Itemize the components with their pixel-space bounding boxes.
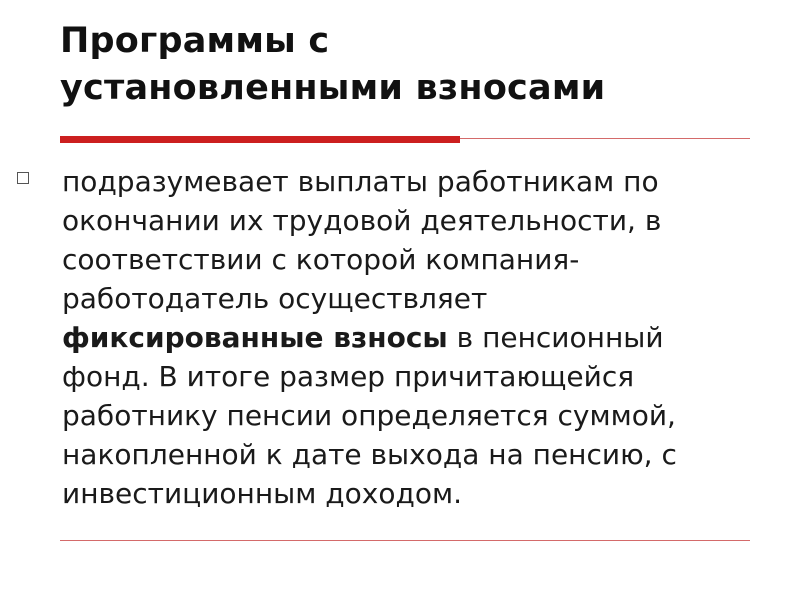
slide-title-line-2: установленными взносами — [60, 68, 606, 108]
title-underline-accent — [60, 136, 460, 143]
slide-title — [60, 18, 760, 112]
bullet-text-bold: фиксированные взносы — [62, 321, 448, 354]
square-bullet-icon — [17, 172, 29, 184]
bullet-text — [62, 162, 742, 513]
bullet-text-part-1: подразумевает выплаты работникам по окончании их трудовой деятельности, в соответствии с которой компания-работодатель осуществляет — [62, 165, 662, 315]
bottom-rule — [60, 540, 750, 541]
bullet-text-part-2: в пенсионный фонд. В итоге размер причитающейся работнику пенсии определяется суммой, накопленной к дате выхода на пенсию, с инвестиционным доходом. — [62, 321, 677, 510]
slide-title-line-1: Программы с — [60, 21, 330, 61]
